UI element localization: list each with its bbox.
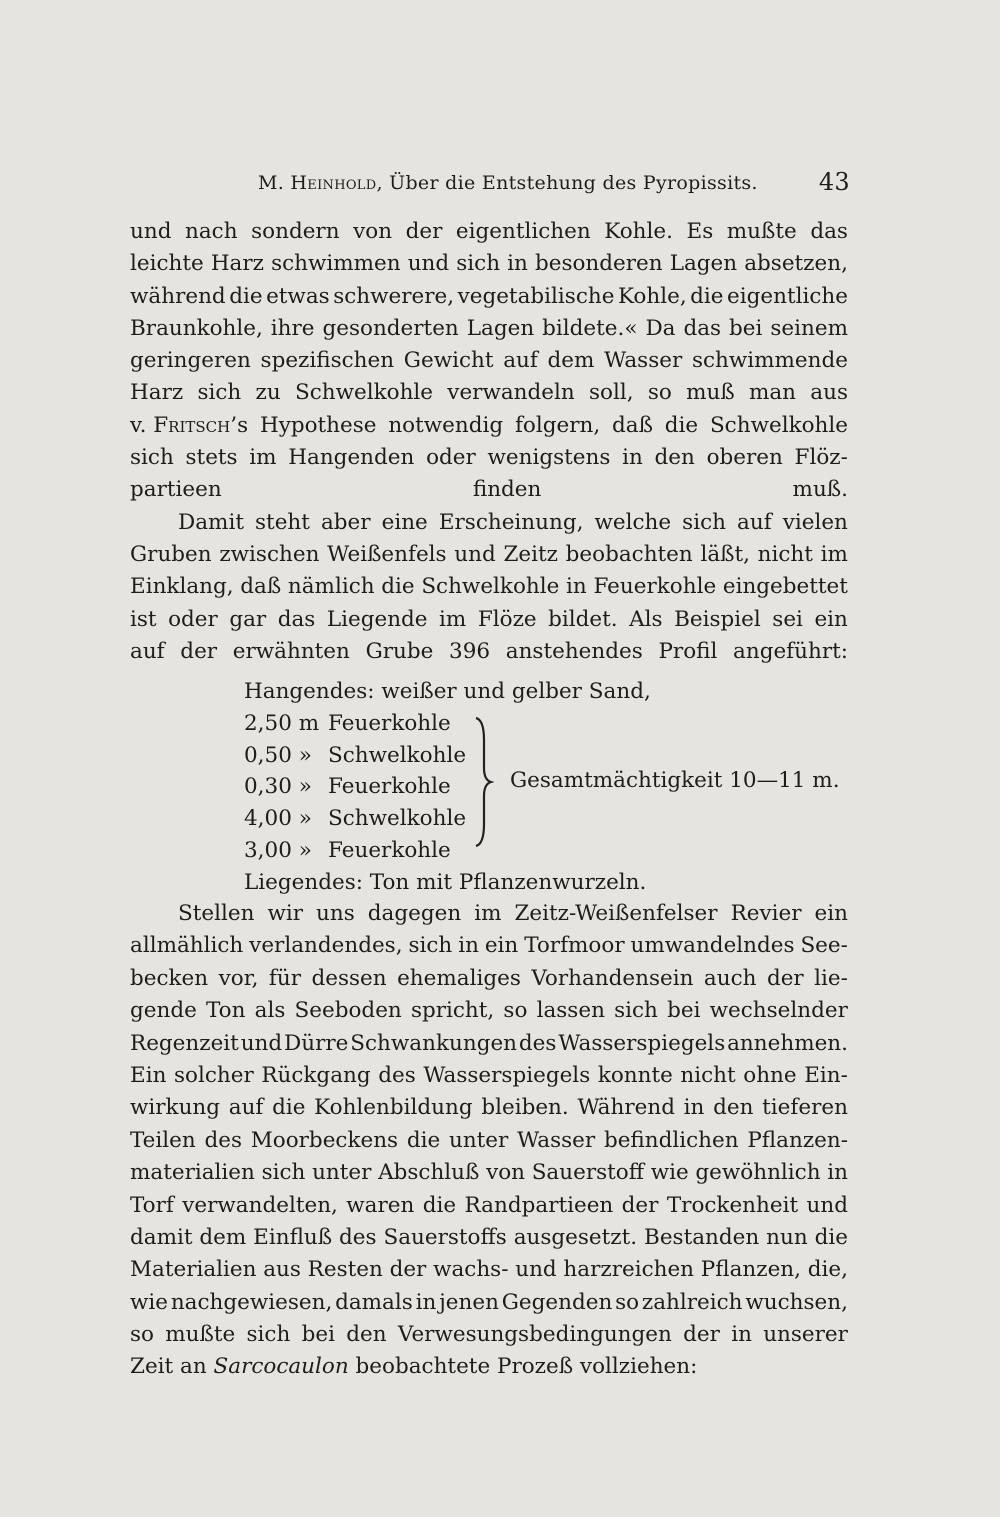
word: Flöze: [477, 606, 537, 632]
word: zu: [255, 380, 281, 406]
word: oberen: [706, 445, 783, 471]
header-author: M. Heinhold,: [258, 172, 383, 194]
word: uns: [316, 901, 355, 926]
word: dessen: [311, 965, 387, 991]
word: Wasser: [604, 348, 683, 374]
word: schwimmende: [691, 348, 848, 374]
word: aber: [320, 509, 371, 535]
word: Feuerkohle: [593, 574, 717, 600]
text-line: [130, 1028, 848, 1060]
word: des: [204, 1127, 242, 1153]
word: Als: [629, 606, 663, 632]
word: befindlichen: [603, 1127, 739, 1153]
layer-thickness: 0,30 »: [244, 774, 312, 800]
layer-name: Schwelkohle: [328, 806, 467, 832]
layer-thickness: 2,50 m: [244, 710, 320, 736]
word: Sauerstoffs: [383, 1224, 507, 1250]
word: Einklang,: [130, 574, 234, 600]
text-line: [130, 1222, 848, 1254]
word: damit: [130, 1224, 193, 1250]
word: bei: [667, 998, 701, 1024]
text-line: [130, 604, 848, 636]
word: Rückgang: [261, 1062, 371, 1088]
taxon-sarcocaulon: Sarcocaulon: [213, 1354, 349, 1380]
word: ein: [814, 901, 848, 926]
word: Ton: [206, 998, 246, 1024]
word: verwandeln: [447, 380, 575, 406]
text-line: [130, 539, 848, 571]
word: Resten: [307, 1257, 383, 1283]
word: sich: [130, 445, 174, 471]
word: Gegenden: [501, 1289, 613, 1315]
word: Kohle.: [604, 219, 673, 244]
word: lie-: [814, 965, 848, 991]
word: vielen: [782, 509, 848, 535]
word: Bestanden: [644, 1224, 760, 1250]
line-rest: beobachtete Prozeß vollziehen:: [348, 1354, 698, 1380]
word: bei: [301, 1322, 335, 1348]
text-line-last: [130, 1351, 848, 1383]
word: materialien: [130, 1160, 255, 1186]
text-line: [130, 571, 848, 603]
word: Gruben: [130, 541, 212, 567]
line-rest: ’s Hypothese notwendig folgern, daß die Schwelkohle: [230, 412, 848, 438]
word: mußte: [726, 219, 797, 244]
word: auf: [737, 509, 772, 535]
word: damals: [335, 1289, 413, 1315]
word: sich: [614, 998, 658, 1024]
word: Randpartieen: [464, 1192, 614, 1218]
word: wirkung: [130, 1095, 221, 1121]
word: von: [353, 219, 393, 244]
layer-thickness: 3,00 »: [244, 837, 312, 863]
word: nach: [185, 219, 238, 244]
text-line: [130, 507, 848, 539]
word: den: [654, 445, 695, 471]
word: Pflanzen,: [700, 1257, 801, 1283]
word: und: [515, 1257, 557, 1283]
word: Da: [645, 315, 676, 341]
word: Stellen: [178, 901, 255, 926]
word: oder: [426, 445, 476, 471]
word: für: [268, 965, 302, 991]
word: dem: [547, 348, 595, 374]
word: Während: [577, 1095, 675, 1121]
word: die: [406, 1127, 441, 1153]
word: wechselnder: [709, 998, 848, 1024]
line-prefix: Zeit an: [130, 1354, 214, 1380]
header-title: Über die Entstehung des Pyropissits.: [389, 172, 758, 194]
word: bleiben.: [481, 1095, 569, 1121]
word: dem: [199, 1224, 247, 1250]
word: als: [254, 998, 286, 1024]
word: aus: [263, 1257, 301, 1283]
page-number: 43: [818, 168, 850, 196]
word: läßt,: [700, 541, 750, 567]
text-line: [130, 313, 848, 345]
word: Materialien: [130, 1257, 257, 1283]
word: Ein-: [804, 1062, 848, 1088]
word: in: [415, 1289, 437, 1315]
word: Harz: [130, 380, 184, 406]
word: die: [422, 1192, 457, 1218]
word: unter: [448, 1127, 509, 1153]
text-line: [130, 1125, 848, 1157]
text-line: [130, 1060, 848, 1092]
word: Pflanzen-: [747, 1127, 848, 1153]
word: unter: [312, 1160, 372, 1186]
word: gesonderten: [322, 315, 459, 341]
word: See-: [800, 933, 848, 959]
word: nun: [766, 1224, 808, 1250]
layer-name: Feuerkohle: [328, 837, 451, 863]
word: ehemaliges: [397, 965, 521, 991]
word: auf: [228, 1095, 264, 1121]
word: ein: [814, 606, 848, 632]
word: besonderen: [534, 251, 663, 277]
word: eingebettet: [722, 574, 848, 600]
word: Es: [686, 219, 714, 244]
text-line: [130, 1190, 848, 1222]
word: spricht,: [410, 998, 495, 1024]
word: bei: [729, 315, 763, 341]
word: und: [806, 1192, 848, 1218]
word: seinem: [770, 315, 848, 341]
word: im: [474, 901, 502, 926]
word: das: [683, 315, 722, 341]
word: muß: [686, 380, 735, 406]
word: konnte: [597, 1062, 673, 1088]
word: das: [277, 606, 316, 632]
author-name-fritsch: Fritsch: [153, 412, 231, 438]
word: eigentliche: [727, 283, 848, 309]
word: Harz: [210, 251, 264, 277]
word: wie: [650, 1160, 689, 1186]
word: in: [507, 251, 528, 277]
word: nicht: [757, 541, 813, 567]
word: sich: [456, 251, 501, 277]
text-line: [130, 216, 848, 248]
word: stets: [185, 445, 238, 471]
word: sich: [408, 933, 453, 959]
word: harzreichen: [563, 1257, 695, 1283]
word: die: [381, 574, 415, 600]
word: Wasser: [517, 1127, 596, 1153]
text-line: [130, 1157, 848, 1189]
text-line: [130, 410, 848, 442]
profile-layer: [244, 803, 864, 835]
word: solcher: [174, 1062, 254, 1088]
word: sondern: [251, 219, 340, 244]
word: oder: [168, 606, 218, 632]
word: Revier: [730, 901, 802, 926]
word: Torfmoor: [524, 933, 625, 959]
word: Damit: [178, 509, 244, 535]
word: wachs-: [433, 1257, 509, 1283]
word: in: [566, 574, 587, 600]
word: Zeitz: [503, 541, 558, 567]
word: Torf: [130, 1192, 174, 1218]
word: den: [713, 1095, 754, 1121]
profile-layer: [244, 835, 864, 867]
layer-name: Schwelkohle: [328, 742, 467, 768]
word: sich: [261, 1160, 306, 1186]
word: Moorbeckens: [250, 1127, 399, 1153]
word: absetzen,: [744, 251, 848, 277]
word: becken: [130, 965, 209, 991]
text-line: [130, 995, 848, 1027]
word: so: [647, 380, 672, 406]
word: geringeren: [130, 348, 251, 374]
word: sei: [772, 606, 803, 632]
word: von: [486, 1160, 526, 1186]
word: und: [130, 219, 172, 244]
word: man: [748, 380, 797, 406]
word: Kohle,: [617, 283, 687, 309]
word: und: [454, 541, 496, 567]
word: vegetabilische: [457, 283, 615, 309]
word: zahlreich: [641, 1289, 743, 1315]
lower-text-block: [130, 898, 848, 1384]
word: die: [814, 1224, 848, 1250]
word: ist: [130, 606, 157, 632]
profile-bottom: Liegendes: Ton mit Pflanzenwurzeln.: [244, 869, 647, 895]
word: der: [389, 1257, 427, 1283]
text-line: [130, 377, 848, 409]
total-thickness: Gesamtmächtigkeit 10—11 m.: [510, 768, 840, 793]
word: ein: [484, 933, 519, 959]
word: ohne: [743, 1062, 797, 1088]
word: so: [615, 1289, 640, 1315]
word: in: [683, 1095, 705, 1121]
word: Hangenden: [288, 445, 415, 471]
word: wir: [267, 901, 303, 926]
word: sich: [246, 1322, 291, 1348]
word: schwimmen: [271, 251, 401, 277]
word: bildet.: [548, 606, 618, 632]
word: leichte: [130, 251, 204, 277]
word: des: [339, 1224, 377, 1250]
word: Braunkohle,: [130, 315, 263, 341]
word: daß: [240, 574, 282, 600]
word: Schwelkohle: [294, 380, 434, 406]
word: zwischen: [219, 541, 320, 567]
word: ausgesetzt.: [513, 1224, 638, 1250]
word: eine: [381, 509, 428, 535]
word: Wasserspiegels: [558, 1030, 726, 1056]
word: Beispiel: [674, 606, 761, 632]
word: Verwesungsbedingungen: [397, 1322, 672, 1348]
text-line: [130, 1319, 848, 1351]
word: Vorhandensein: [531, 965, 694, 991]
word: Regenzeit: [130, 1030, 239, 1056]
word: Weißenfels: [327, 541, 447, 567]
layer-name: Feuerkohle: [328, 710, 451, 736]
word: während: [130, 283, 226, 309]
word: Kohlenbildung: [314, 1095, 473, 1121]
word: beobachten: [565, 541, 693, 567]
word: die: [229, 283, 263, 309]
word: mußte: [165, 1322, 236, 1348]
word: in: [458, 933, 479, 959]
text-line: [130, 930, 848, 962]
layer-name: Feuerkohle: [328, 774, 451, 800]
word: spezifischen: [260, 348, 395, 374]
word: wenigstens: [487, 445, 611, 471]
word: so: [130, 1322, 154, 1348]
text-line-last: partieen finden muß.: [130, 477, 848, 503]
word: nicht: [680, 1062, 736, 1088]
word: Trockenheit: [666, 1192, 799, 1218]
word: gende: [130, 998, 197, 1024]
layer-thickness: 0,50 »: [244, 742, 312, 768]
word: nämlich: [287, 574, 375, 600]
word: Zeitz-Weißenfelser: [514, 901, 718, 926]
layer-thickness: 4,00 »: [244, 806, 312, 832]
word: im: [439, 606, 467, 632]
word: Wasserspiegels: [423, 1062, 591, 1088]
text-line: [130, 898, 848, 930]
word: Abschluß: [378, 1160, 480, 1186]
word: Seeboden: [294, 998, 402, 1024]
word: wuchsen,: [745, 1289, 848, 1315]
word: im: [820, 541, 848, 567]
word: des: [518, 1030, 557, 1056]
word: der: [683, 1322, 720, 1348]
word: annehmen.: [727, 1030, 848, 1056]
word: Ein: [130, 1062, 167, 1088]
word: und: [240, 1030, 283, 1056]
word: aus: [810, 380, 848, 406]
word: der: [405, 219, 443, 244]
word: auf: [503, 348, 538, 374]
word: Sauerstoff: [531, 1160, 644, 1186]
word: Schwankungen: [350, 1030, 518, 1056]
word: umwandelndes: [630, 933, 795, 959]
text-line: [130, 281, 848, 313]
word: soll,: [589, 380, 634, 406]
word: in: [731, 1322, 752, 1348]
word: bildete.«: [542, 315, 638, 341]
word: Flöz-: [794, 445, 848, 471]
upper-text-block: [130, 216, 848, 668]
word: die,: [807, 1257, 848, 1283]
word: nachgewiesen,: [170, 1289, 333, 1315]
word: Lagen: [669, 251, 738, 277]
text-line: [130, 442, 848, 474]
word: Gewicht: [403, 348, 494, 374]
text-line: [130, 345, 848, 377]
word: Lagen: [466, 315, 535, 341]
word: die: [690, 283, 724, 309]
word: tieferen: [762, 1095, 848, 1121]
running-title: [258, 172, 758, 194]
word: das: [810, 219, 848, 244]
word: des: [378, 1062, 416, 1088]
text-line: [130, 248, 848, 280]
word: schwerere,: [333, 283, 455, 309]
profile-layer: [244, 740, 864, 772]
text-line-last: auf der erwähnten Grube 396 anstehendes Profil angeführt:: [130, 638, 848, 664]
profile-layer: [244, 708, 864, 740]
curly-brace-icon: [470, 716, 494, 848]
word: Einfluß: [253, 1224, 333, 1250]
word: gar: [229, 606, 267, 632]
word: allmählich: [130, 933, 244, 959]
word: auch: [703, 965, 757, 991]
word: Dürre: [284, 1030, 349, 1056]
word: eigentlichen: [455, 219, 591, 244]
word: waren: [346, 1192, 415, 1218]
word: etwas: [266, 283, 330, 309]
word: und: [407, 251, 450, 277]
word: welche: [594, 509, 672, 535]
word: lassen: [536, 998, 605, 1024]
word: Liegende: [326, 606, 428, 632]
word: den: [346, 1322, 387, 1348]
line-prefix: v.: [130, 412, 154, 438]
word: vor,: [218, 965, 259, 991]
text-line: [130, 1092, 848, 1124]
word: wie: [130, 1289, 169, 1315]
word: steht: [255, 509, 310, 535]
profile-top: Hangendes: weißer und gelber Sand,: [244, 679, 651, 704]
word: so: [503, 998, 528, 1024]
word: Teilen: [130, 1127, 196, 1153]
running-header: [130, 168, 850, 198]
word: unserer: [763, 1322, 848, 1348]
word: verwandelten,: [182, 1192, 338, 1218]
word: verlandendes,: [249, 933, 403, 959]
word: in: [827, 1160, 848, 1186]
word: jenen: [439, 1289, 499, 1315]
word: gewöhnlich: [695, 1160, 821, 1186]
text-line: [130, 1287, 848, 1319]
word: Schwelkohle: [421, 574, 560, 600]
word: sich: [197, 380, 242, 406]
text-line: [130, 1254, 848, 1286]
word: Erscheinung,: [438, 509, 584, 535]
word: in: [622, 445, 643, 471]
word: die: [272, 1095, 306, 1121]
word: im: [249, 445, 277, 471]
word: ihre: [270, 315, 315, 341]
word: der: [621, 1192, 659, 1218]
word: sich: [682, 509, 726, 535]
text-line: [130, 963, 848, 995]
word: dagegen: [367, 901, 462, 926]
word: der: [766, 965, 804, 991]
